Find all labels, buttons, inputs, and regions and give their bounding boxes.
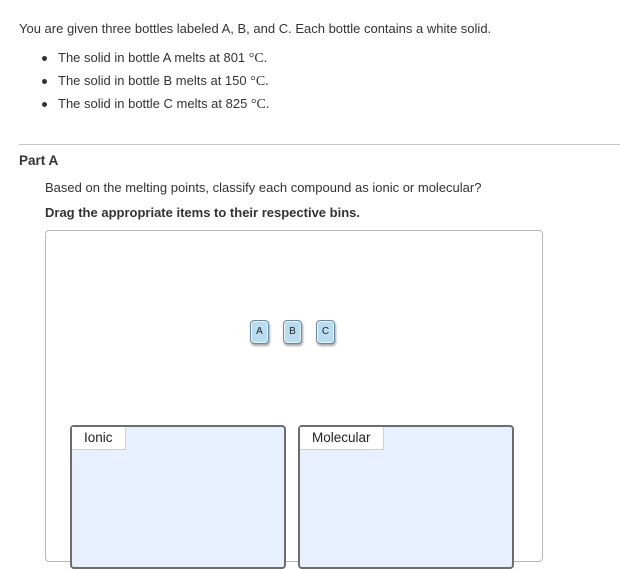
bin-ionic-label: Ionic [72,427,126,450]
bottle-c-item [40,96,269,119]
section-divider [19,144,620,145]
bottle-a-text: The solid in bottle A melts at 801 [58,50,246,65]
bullet-icon [42,56,47,61]
bottle-b-text: The solid in bottle B melts at 150 [58,73,247,88]
bullet-icon [42,79,47,84]
bottle-c-unit: °C. [250,97,270,112]
bin-molecular[interactable] [298,425,514,569]
bottle-list [40,50,269,119]
draggable-token-c[interactable]: C [316,320,335,344]
instruction-text: Drag the appropriate items to their respective bins. [45,205,360,220]
bottle-b-item [40,73,269,96]
bottle-b-unit: °C. [250,74,269,89]
draggable-token-a[interactable]: A [250,320,269,344]
bottle-a-item [40,50,269,73]
question-text: Based on the melting points, classify each compound as ionic or molecular? [45,180,482,195]
bottle-a-unit: °C. [248,51,268,66]
part-title: Part A [19,153,59,168]
bin-molecular-label: Molecular [300,427,384,450]
draggable-token-b[interactable]: B [283,320,302,344]
intro-text: You are given three bottles labeled A, B, and C. Each bottle contains a white solid. [19,21,492,36]
bottle-c-text: The solid in bottle C melts at 825 [58,96,248,111]
bin-ionic[interactable] [70,425,286,569]
bullet-icon [42,102,47,107]
